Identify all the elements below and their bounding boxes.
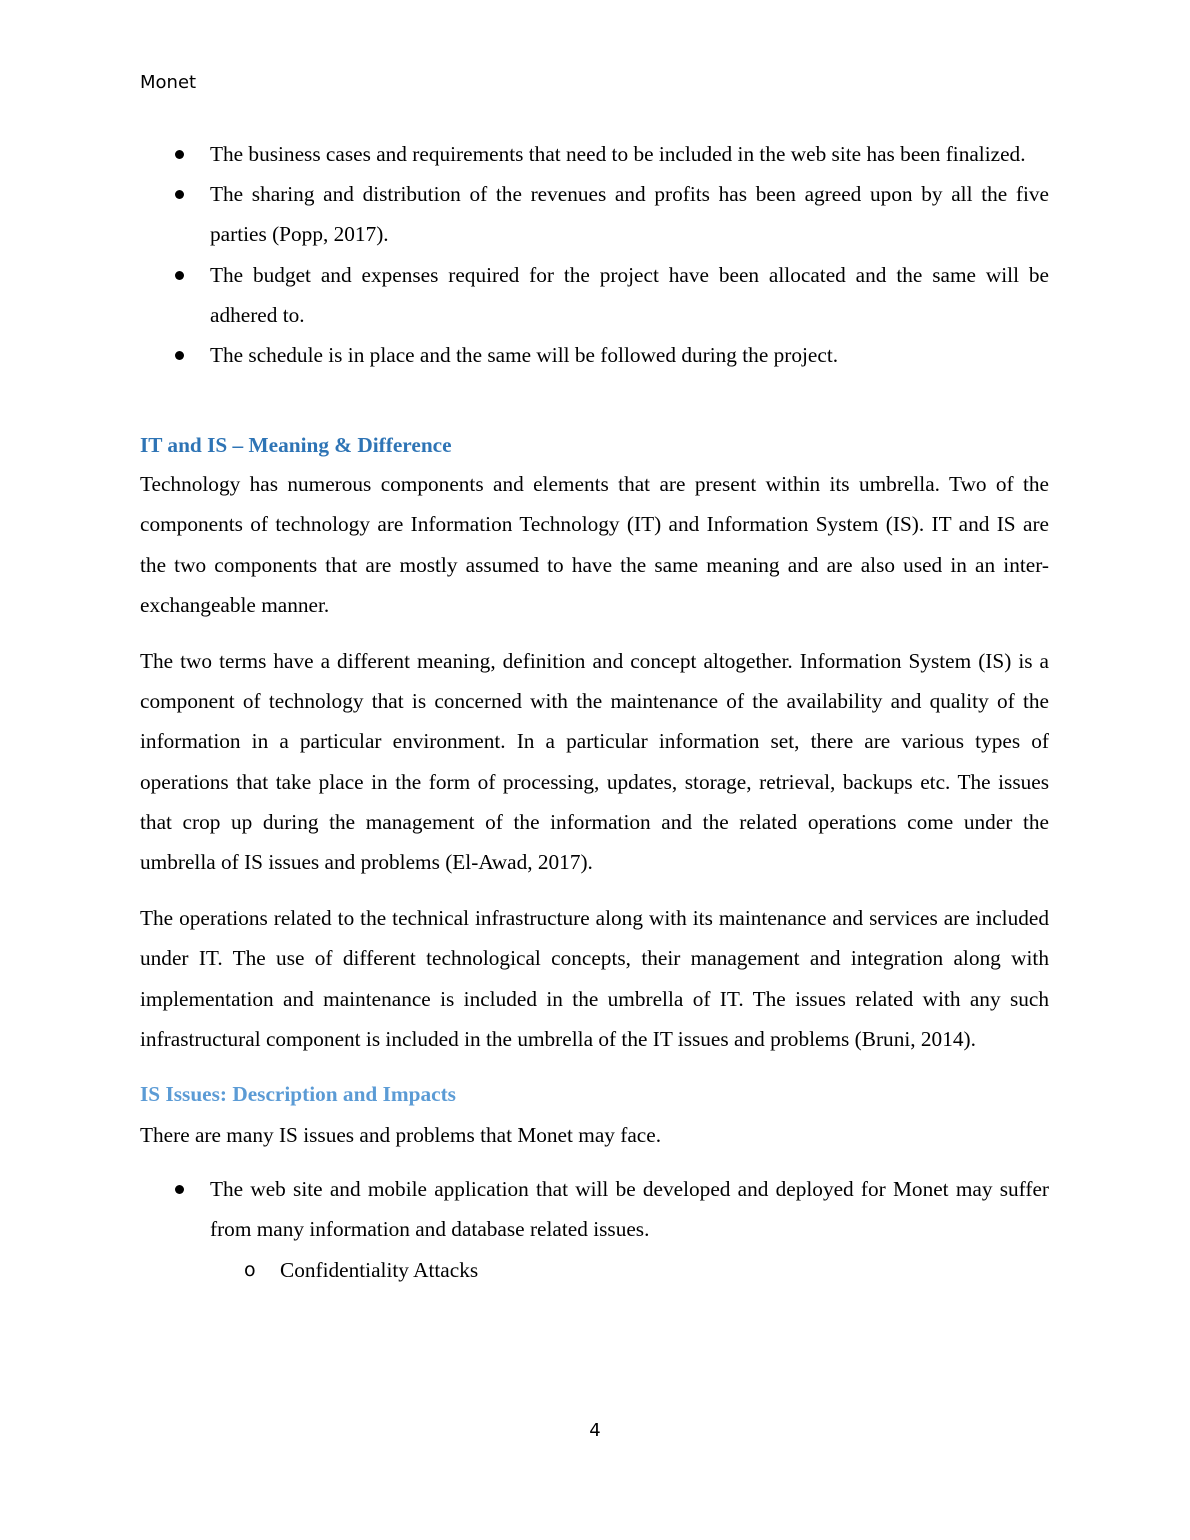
sub-list-item-text: Confidentiality Attacks — [280, 1257, 479, 1282]
list-item — [140, 1169, 1049, 1249]
paragraph: The operations related to the technical infrastructure along with its maintenance and services are included under IT. The use of different technological concepts, their management and integration along with implementation and maintenance is included in the umbrella of IT. The issues related with any such infrastructural component is included in the umbrella of the IT issues and problems (Bruni, 2014). — [140, 906, 1049, 1051]
is-issues-sublist — [140, 1250, 1049, 1290]
paragraph: There are many IS issues and problems that Monet may face. — [140, 1123, 662, 1148]
list-item — [140, 335, 1049, 375]
list-item-text: The web site and mobile application that will be developed and deployed for Monet may suffer from many information and database related issues. — [210, 1177, 1049, 1242]
page-header: Monet — [140, 72, 197, 93]
bullet-icon — [175, 190, 184, 199]
list-item-text: The budget and expenses required for the project have been allocated and the same will be adhered to. — [210, 262, 1049, 327]
bullet-icon — [175, 1185, 184, 1194]
list-item — [140, 134, 1049, 174]
paragraph: The two terms have a different meaning, definition and concept altogether. Information System (IS) is a component of technology that is concerned with the maintenance of the availability and quality of the information in a particular environment. In a particular information set, there are various types of operations that take place in the form of processing, updates, storage, retrieval, backups etc. The issues that crop up during the management of the information and the related operations come under the umbrella of IS issues and problems (El-Awad, 2017). — [140, 649, 1049, 875]
list-item — [140, 174, 1049, 254]
assumptions-list — [140, 134, 1049, 375]
paragraph: Technology has numerous components and elements that are present within its umbrella. Two of the components of technology are Information Technology (IT) and Information System (IS). IT and IS are the two components that are mostly assumed to have the same meaning and are also used in an inter-exchangeable manner. — [140, 472, 1049, 617]
bullet-icon — [175, 150, 184, 159]
list-item-text: The sharing and distribution of the revenues and profits has been agreed upon by all the five parties (Popp, 2017). — [210, 182, 1049, 247]
bullet-icon — [175, 271, 184, 280]
page-number: 4 — [589, 1420, 601, 1441]
is-issues-list — [140, 1169, 1049, 1249]
list-item-text: The schedule is in place and the same will be followed during the project. — [210, 343, 839, 368]
list-item-text: The business cases and requirements that need to be included in the web site has been finalized. — [210, 142, 1026, 166]
sub-list-item — [140, 1250, 1049, 1290]
list-item — [140, 255, 1049, 335]
section-heading-it-is: IT and IS – Meaning & Difference — [140, 433, 452, 458]
bullet-icon — [175, 351, 184, 360]
section-heading-is-issues: IS Issues: Description and Impacts — [140, 1082, 456, 1107]
document-body — [140, 134, 1049, 1290]
circle-bullet-icon: o — [244, 1258, 256, 1281]
